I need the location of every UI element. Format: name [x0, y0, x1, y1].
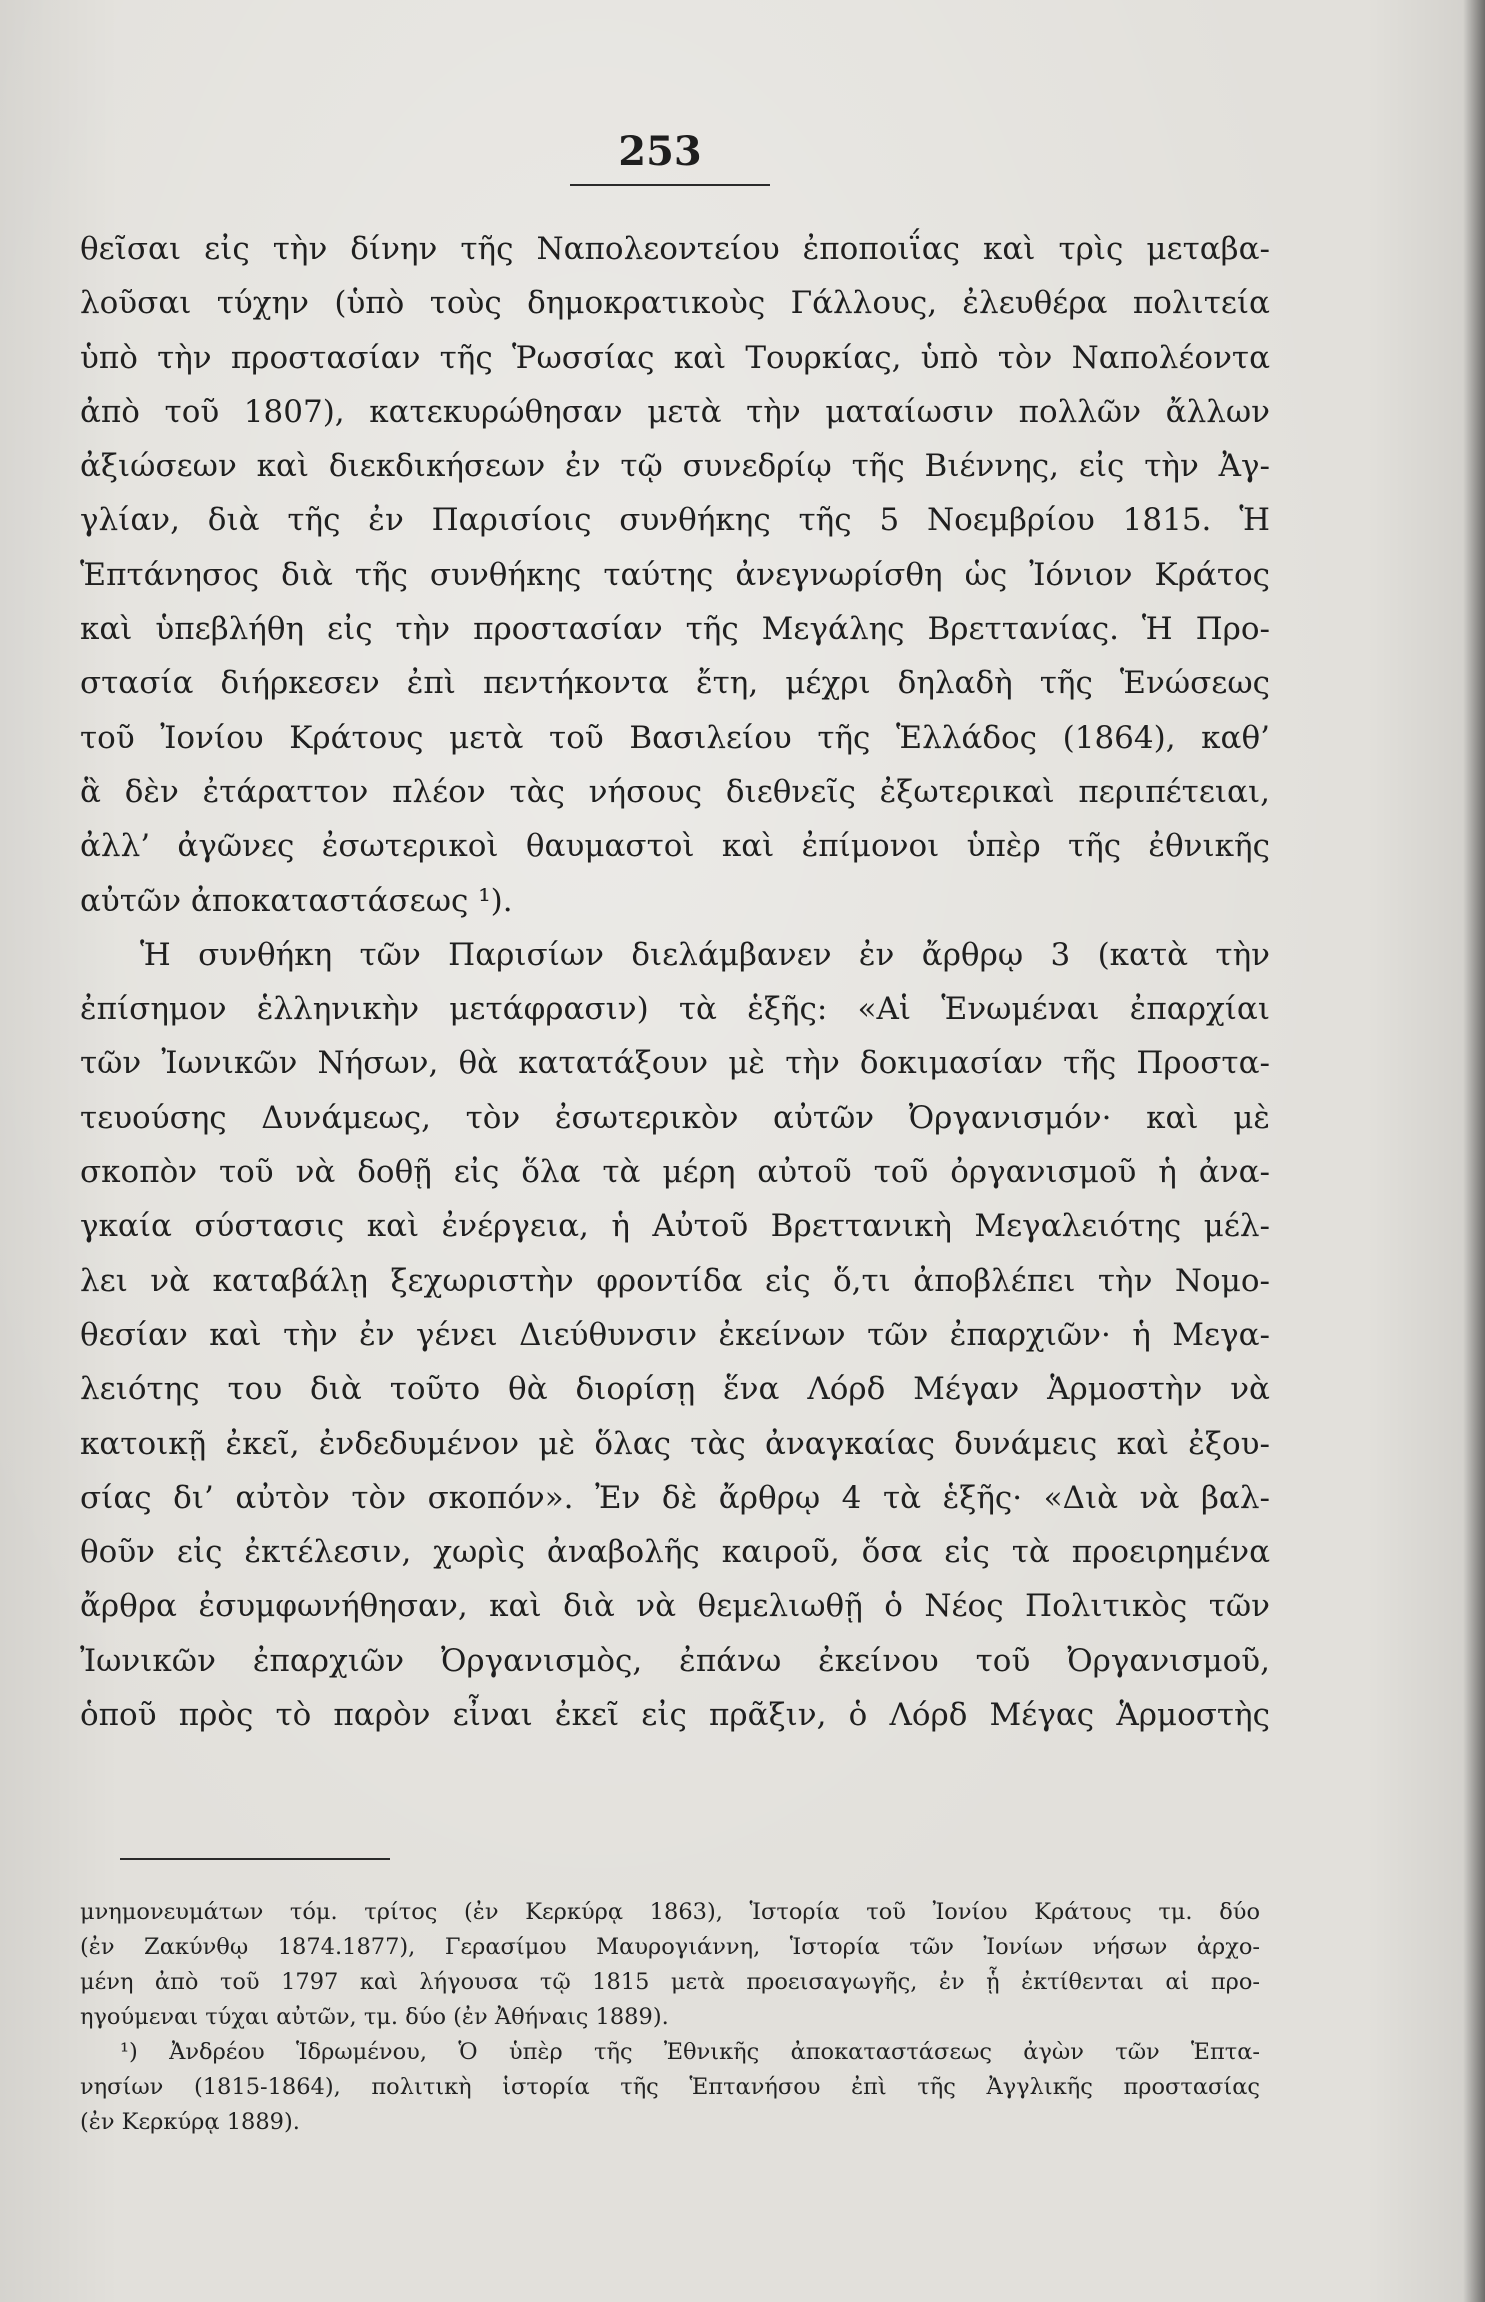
text-line: ἀξιώσεων καὶ διεκδικήσεων ἐν τῷ συνεδρίῳ τῆς Βιέννης, εἰς τὴν Ἀγ-: [80, 448, 1270, 485]
text-line: ἀπὸ τοῦ 1807), κατεκυρώθησαν μετὰ τὴν ματαίωσιν πολλῶν ἄλλων: [80, 393, 1270, 430]
footnote-line: (ἐν Κερκύρᾳ 1889).: [80, 2109, 300, 2135]
text-line: στασία διήρκεσεν ἐπὶ πεντήκοντα ἔτη, μέχρι δηλαδὴ τῆς Ἑνώσεως: [80, 665, 1270, 702]
text-line: γλίαν, διὰ τῆς ἐν Παρισίοις συνθήκης τῆς 5 Νοεμβρίου 1815. Ἡ: [80, 502, 1270, 539]
text-line: ἄρθρα ἐσυμφωνήθησαν, καὶ διὰ νὰ θεμελιωθῇ ὁ Νέος Πολιτικὸς τῶν: [80, 1588, 1270, 1625]
text-line: ὑπὸ τὴν προστασίαν τῆς Ῥωσσίας καὶ Τουρκίας, ὑπὸ τὸν Ναπολέοντα: [80, 339, 1270, 376]
text-line: ἃ δὲν ἐτάραττον πλέον τὰς νήσους διεθνεῖς ἐξωτερικαὶ περιπέτειαι,: [80, 773, 1270, 810]
header-rule: [570, 184, 770, 186]
text-line: θεῖσαι εἰς τὴν δίνην τῆς Ναπολεοντείου ἐποποιΐας καὶ τρὶς μεταβα-: [80, 231, 1270, 267]
text-line: τοῦ Ἰονίου Κράτους μετὰ τοῦ Βασιλείου τῆς Ἑλλάδος (1864), καθ’: [80, 719, 1270, 756]
text-line: ὁποῦ πρὸς τὸ παρὸν εἶναι ἐκεῖ εἰς πρᾶξιν, ὁ Λόρδ Μέγας Ἁρμοστὴς: [80, 1697, 1270, 1734]
page-number: 253: [618, 128, 702, 175]
text-line: σκοπὸν τοῦ νὰ δοθῇ εἰς ὅλα τὰ μέρη αὐτοῦ τοῦ ὀργανισμοῦ ἡ ἀνα-: [80, 1154, 1270, 1191]
page-edge-shadow: [1463, 0, 1485, 2302]
footnote-line: (ἐν Ζακύνθῳ 1874.1877), Γερασίμου Μαυρογιάννη, Ἱστορία τῶν Ἰονίων νήσων ἀρχο-: [80, 1934, 1260, 1960]
body-text: [80, 222, 1270, 1742]
footnotes: [80, 1895, 1260, 2140]
text-line: Ἑπτάνησος διὰ τῆς συνθήκης ταύτης ἀνεγνωρίσθη ὡς Ἰόνιον Κράτος: [80, 556, 1270, 593]
text-line: θεσίαν καὶ τὴν ἐν γένει Διεύθυνσιν ἐκείνων τῶν ἐπαρχιῶν· ἡ Μεγα-: [80, 1316, 1270, 1353]
footnote-line: ¹) Ἀνδρέου Ἱδρωμένου, Ὁ ὑπὲρ τῆς Ἐθνικῆς ἀποκαταστάσεως ἀγὼν τῶν Ἑπτα-: [120, 2039, 1260, 2065]
text-line: ἐπίσημον ἑλληνικὴν μετάφρασιν) τὰ ἑξῆς: «Αἱ Ἑνωμέναι ἐπαρχίαι: [80, 991, 1270, 1028]
text-line: καὶ ὑπεβλήθη εἰς τὴν προστασίαν τῆς Μεγάλης Βρεττανίας. Ἡ Προ-: [80, 611, 1270, 648]
footnote-line: νησίων (1815-1864), πολιτικὴ ἱστορία τῆς Ἑπτανήσου ἐπὶ τῆς Ἀγγλικῆς προστασίας: [80, 2074, 1260, 2100]
text-line: Ἰωνικῶν ἐπαρχιῶν Ὀργανισμὸς, ἐπάνω ἐκείνου τοῦ Ὀργανισμοῦ,: [80, 1642, 1270, 1679]
text-line: θοῦν εἰς ἐκτέλεσιν, χωρὶς ἀναβολῆς καιροῦ, ὅσα εἰς τὰ προειρημένα: [80, 1534, 1270, 1571]
text-line: αὐτῶν ἀποκαταστάσεως ¹).: [80, 882, 513, 919]
text-line: γκαία σύστασις καὶ ἐνέργεια, ἡ Αὐτοῦ Βρεττανικὴ Μεγαλειότης μέλ-: [80, 1208, 1270, 1245]
text-line: τευούσης Δυνάμεως, τὸν ἐσωτερικὸν αὐτῶν Ὀργανισμόν· καὶ μὲ: [80, 1099, 1270, 1136]
text-line: σίας δι’ αὐτὸν τὸν σκοπόν». Ἐν δὲ ἄρθρῳ 4 τὰ ἑξῆς· «Διὰ νὰ βαλ-: [80, 1479, 1270, 1516]
footnote-line: μένη ἀπὸ τοῦ 1797 καὶ λήγουσα τῷ 1815 μετὰ προεισαγωγῆς, ἐν ᾗ ἐκτίθενται αἱ προ-: [80, 1969, 1260, 1995]
footnote-line: μνημονευμάτων τόμ. τρίτος (ἐν Κερκύρᾳ 1863), Ἱστορία τοῦ Ἰονίου Κράτους τμ. δύο: [80, 1899, 1260, 1925]
text-line: λειότης του διὰ τοῦτο θὰ διορίσῃ ἕνα Λόρδ Μέγαν Ἁρμοστὴν νὰ: [80, 1371, 1270, 1408]
text-line: τῶν Ἰωνικῶν Νήσων, θὰ κατατάξουν μὲ τὴν δοκιμασίαν τῆς Προστα-: [80, 1045, 1270, 1082]
text-line: Ἡ συνθήκη τῶν Παρισίων διελάμβανεν ἐν ἄρθρῳ 3 (κατὰ τὴν: [140, 936, 1270, 973]
text-line: κατοικῇ ἐκεῖ, ἐνδεδυμένον μὲ ὅλας τὰς ἀναγκαίας δυνάμεις καὶ ἐξου-: [80, 1425, 1270, 1462]
text-line: λοῦσαι τύχην (ὑπὸ τοὺς δημοκρατικοὺς Γάλλους, ἐλευθέρα πολιτεία: [80, 285, 1270, 322]
footnote-rule: [120, 1858, 390, 1860]
footnote-line: ηγούμεναι τύχαι αὐτῶν, τμ. δύο (ἐν Ἀθήναις 1889).: [80, 2004, 669, 2030]
text-line: λει νὰ καταβάλῃ ξεχωριστὴν φροντίδα εἰς ὅ,τι ἀποβλέπει τὴν Νομο-: [80, 1262, 1270, 1299]
text-line: ἀλλ’ ἀγῶνες ἐσωτερικοὶ θαυμαστοὶ καὶ ἐπίμονοι ὑπὲρ τῆς ἐθνικῆς: [80, 828, 1270, 865]
